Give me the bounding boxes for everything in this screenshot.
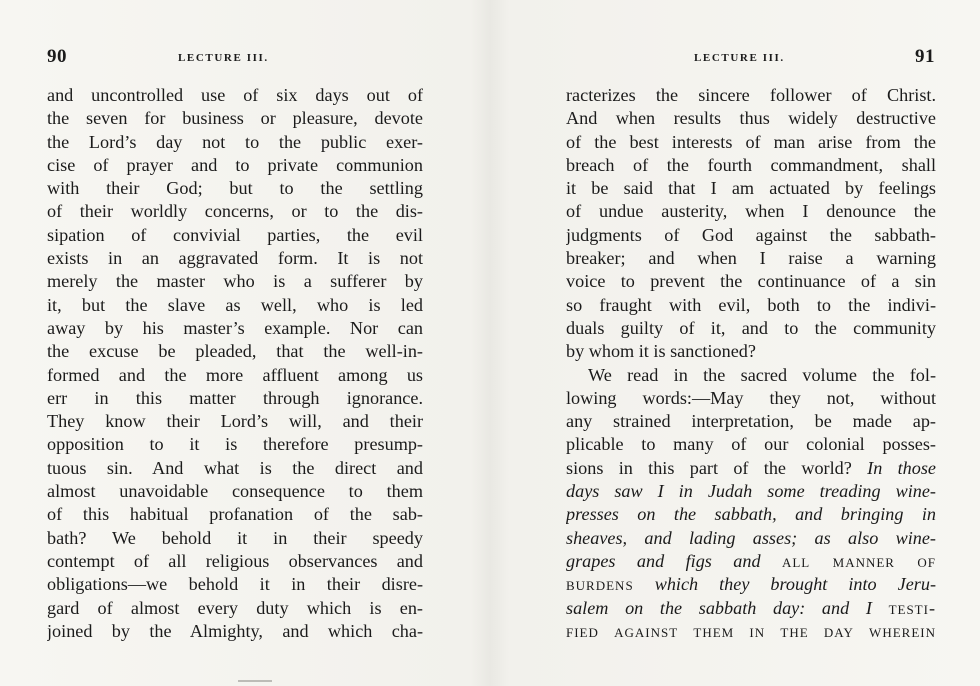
text-line: judgments of God against the sabbath- — [566, 224, 936, 245]
scripture-quote: In those — [867, 457, 936, 478]
scripture-quote-line: fied against them in the day wherein — [566, 620, 936, 641]
text-line: opposition to it is therefore presump- — [47, 434, 423, 455]
text-line: And when results thus widely destructive — [566, 108, 936, 129]
scripture-quote-line: days saw I in Judah some treading wine- — [566, 481, 936, 502]
text-line: sipation of convivial parties, the evil — [47, 224, 423, 245]
right-page — [490, 0, 980, 686]
text-line: They know their Lord’s will, and their — [47, 411, 423, 432]
text-line: it be said that I am actuated by feelings — [566, 178, 936, 199]
text-line: duals guilty of it, and to the community — [566, 317, 936, 338]
small-caps-segment: burdens — [566, 574, 634, 595]
text-line: contempt of all religious observances and — [47, 550, 423, 571]
text-line: tuous sin. And what is the direct and — [47, 457, 423, 478]
text-segment: which they brought into Jeru- — [654, 574, 936, 595]
text-line: obligations—we behold it in their disre- — [47, 574, 423, 595]
text-line: cise of prayer and to private communion — [47, 154, 423, 175]
text-line: it, but the slave as well, who is led — [47, 294, 423, 315]
text-line: of the best interests of man arise from the — [566, 131, 936, 152]
text-line: lowing words:—May they not, without — [566, 387, 936, 408]
page-mark — [238, 680, 272, 682]
text-line: of their worldly concerns, or to the dis- — [47, 201, 423, 222]
text-line: joined by the Almighty, and which cha- — [47, 620, 423, 641]
text-line: gard of almost every duty which is en- — [47, 597, 423, 618]
text-line: We read in the sacred volume the fol- — [588, 364, 936, 385]
text-line: of this habitual profanation of the sab- — [47, 504, 423, 525]
scripture-quote-line — [566, 550, 936, 573]
text-line: so fraught with evil, both to the indivi- — [566, 294, 936, 315]
text-line: and uncontrolled use of six days out of — [47, 85, 423, 105]
text-line: racterizes the sincere follower of Christ. — [566, 85, 936, 105]
scripture-quote-line — [566, 597, 936, 620]
small-caps-segment: all manner of — [781, 550, 936, 571]
body-text — [566, 84, 936, 643]
text-segment: grapes and figs and — [566, 550, 761, 571]
text-line: away by his master’s example. Nor can — [47, 317, 423, 338]
text-line: exists in an aggravated form. It is not — [47, 248, 423, 269]
text-line: almost unavoidable consequence to them — [47, 481, 423, 502]
text-line: bath? We behold it in their speedy — [47, 527, 423, 548]
body-text — [47, 84, 423, 643]
text-line: voice to prevent the continuance of a sin — [566, 271, 936, 292]
text-line: err in this matter through ignorance. — [47, 387, 423, 408]
text-line: breach of the fourth commandment, shall — [566, 154, 936, 175]
text-line: the Lord’s day not to the public exer- — [47, 131, 423, 152]
text-line: plicable to many of our colonial posses- — [566, 434, 936, 455]
running-head: LECTURE III. — [694, 52, 785, 64]
text-line: the seven for business or pleasure, devote — [47, 108, 423, 129]
running-head: LECTURE III. — [178, 52, 269, 64]
text-line: breaker; and when I raise a warning — [566, 248, 936, 269]
text-line: any strained interpretation, be made ap- — [566, 411, 936, 432]
text-line: merely the master who is a sufferer by — [47, 271, 423, 292]
text-segment: salem on the sabbath day: and I — [566, 597, 872, 618]
page-number: 90 — [47, 46, 67, 67]
small-caps-segment: testi- — [888, 597, 936, 618]
text-line: with their God; but to the settling — [47, 178, 423, 199]
scripture-quote-line — [566, 573, 936, 596]
text-line — [566, 457, 936, 480]
text-line: the excuse be pleaded, that the well-in- — [47, 341, 423, 362]
scripture-quote-line: presses on the sabbath, and bringing in — [566, 504, 936, 525]
text-line: of undue austerity, when I denounce the — [566, 201, 936, 222]
text-segment: sions in this part of the world? — [566, 457, 852, 478]
text-line: formed and the more affluent among us — [47, 364, 423, 385]
text-line: by whom it is sanctioned? — [566, 341, 756, 362]
scripture-quote-line: sheaves, and lading asses; as also wine- — [566, 527, 936, 548]
page-number: 91 — [915, 46, 935, 67]
